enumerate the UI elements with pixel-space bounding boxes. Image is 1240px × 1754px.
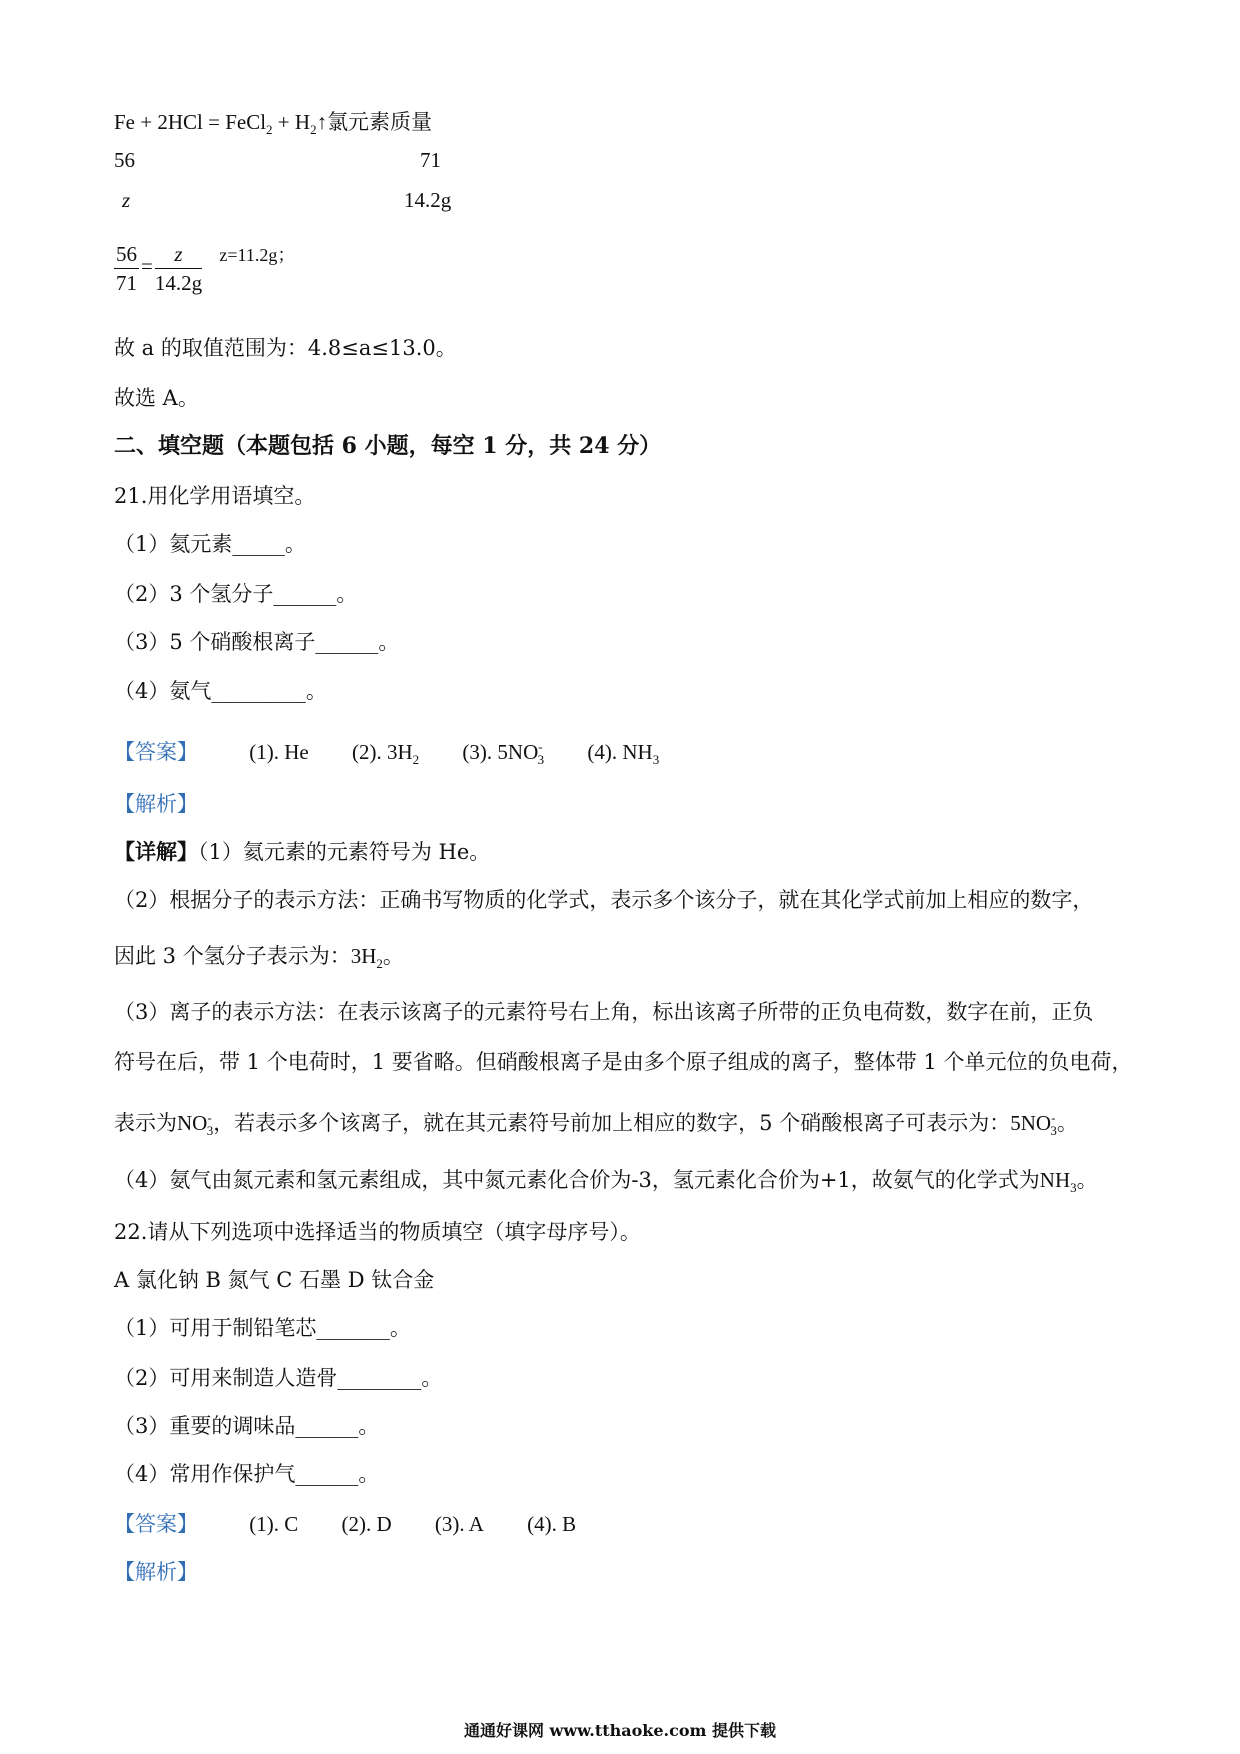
chemical-equation: Fe + 2HCl = FeCl$_2$ + $H_2↑$氯元素质量	[114, 110, 433, 137]
q21-item-2: （2）3 个氢分子______。	[114, 582, 358, 606]
q21-detail-3: 因此 3 个氢分子表示为：$3H_2$。	[114, 944, 404, 971]
q22-answer-3: (3). A	[434, 1512, 484, 1536]
q21-detail-4: （3）离子的表示方法：在表示该离子的元素符号右上角，标出该离子所带的正负电荷数，数字在前，正负	[114, 1000, 1094, 1024]
proportion-equation: $\frac{56}{71}$ = $\frac{z}{14.2g}$ z=11.2g；	[116, 242, 296, 295]
ratio-row-1: 56	[114, 148, 135, 172]
q21-detail-1: 【详解】（1）氦元素的元素符号为 He。	[114, 839, 491, 864]
ratio-row-1-right: 71	[420, 148, 441, 172]
q22-answer-4: (4). B	[527, 1512, 577, 1536]
section-title: 二、填空题（本题包括 6 小题，每空 1 分，共 24 分）	[114, 433, 662, 459]
q22-item-1: （1）可用于制铅笔芯_______。	[114, 1316, 411, 1340]
ratio-row-2-right: 14.2g	[404, 188, 452, 212]
q21-detail-6: 表示为$NO^-_3$，若表示多个该离子，就在其元素符号前加上相应的数字，5 个硝酸根离子可表示为：$5NO^-_3$。	[114, 1110, 1078, 1138]
q21-answer-1: (1). He	[249, 740, 309, 764]
range-text: 故 a 的取值范围为：4.8≤a≤13.0。	[114, 336, 457, 360]
q21-analysis-label: 【解析】	[114, 792, 198, 816]
q21-item-4: （4）氨气_________。	[114, 679, 327, 703]
q22-answer-2: (2). D	[341, 1512, 392, 1536]
q22-item-4: （4）常用作保护气______。	[114, 1462, 380, 1486]
q22-answer-row	[114, 1510, 614, 1538]
q22-item-3: （3）重要的调味品______。	[114, 1414, 380, 1438]
q21-item-1: （1）氦元素_____。	[114, 532, 306, 556]
choose-text: 故选 A。	[114, 386, 199, 410]
ratio-row-2: z	[122, 188, 131, 212]
q22-stem: 22.请从下列选项中选择适当的物质填空（填字母序号）。	[114, 1220, 641, 1244]
q21-detail-5: 符号在后，带 1 个电荷时，1 要省略。但硝酸根离子是由多个原子组成的离子，整体带 1 个单元位的负电荷，	[114, 1050, 1133, 1074]
q21-item-3: （3）5 个硝酸根离子______。	[114, 630, 400, 654]
q21-stem: 21.用化学用语填空。	[114, 484, 316, 508]
answer-label: 【答案】	[114, 740, 198, 764]
q22-analysis-label: 【解析】	[114, 1560, 198, 1584]
q22-item-2: （2）可用来制造人造骨________。	[114, 1366, 443, 1390]
q21-detail-2: （2）根据分子的表示方法：正确书写物质的化学式，表示多个该分子，就在其化学式前加上相应的数字，	[114, 888, 1094, 912]
footer-watermark: 通通好课网 www.tthaoke.com 提供下载	[463, 1721, 777, 1740]
q21-answer-2: (2). $3H_2$	[351, 740, 420, 767]
q21-answer-4: (4). $NH_3$	[587, 740, 660, 767]
q21-answer-3: (3). $5NO^-_3$	[462, 739, 545, 767]
q21-answer-row	[114, 733, 697, 774]
q22-options: A 氯化钠 B 氮气 C 石墨 D 钛合金	[114, 1268, 435, 1292]
q22-answer-1: (1). C	[249, 1512, 299, 1536]
answer-label: 【答案】	[114, 1512, 198, 1536]
equation-label: 氯元素质量	[327, 110, 433, 134]
q21-detail-7: （4）氨气由氮元素和氢元素组成，其中氮元素化合价为-3，氢元素化合价为+1，故氨气的化学式为$NH_3$。	[114, 1168, 1098, 1195]
